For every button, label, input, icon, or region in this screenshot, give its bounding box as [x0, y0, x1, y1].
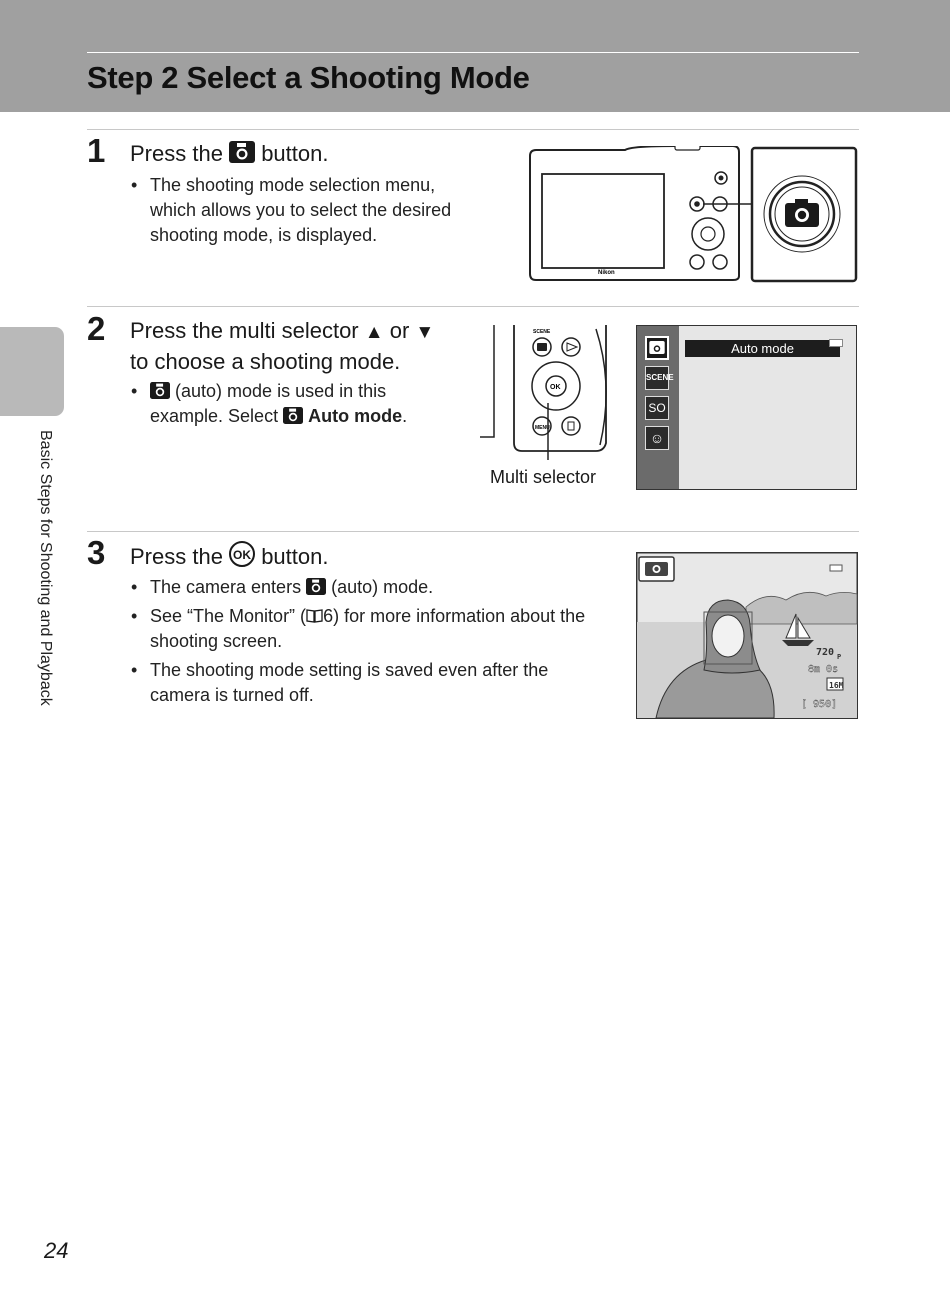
header-rule [87, 52, 859, 53]
down-arrow-icon: ▼ [415, 322, 435, 343]
bullet-item: • The shooting mode setting is saved even after the camera is turned off. [130, 658, 600, 708]
bullet-text: (auto) mode is used in this example. Select [150, 381, 387, 426]
multi-selector-illustration [478, 325, 613, 460]
heading-text: button. [261, 544, 329, 569]
step-bullets [130, 575, 600, 712]
camera-icon [150, 382, 170, 399]
book-icon [306, 608, 323, 623]
bullet-item [130, 379, 460, 429]
page-number: 24 [44, 1238, 69, 1263]
step-bullets [130, 173, 475, 252]
scene-mode-icon: SCENE [645, 366, 669, 390]
heading-text: button. [261, 141, 329, 166]
bullet-emphasis: Auto mode [308, 406, 403, 426]
bullet-item [130, 604, 600, 654]
step-number: 2 [87, 310, 106, 347]
smile-mode-icon: ☺ [645, 426, 669, 450]
heading-text: to choose a shooting mode. [130, 349, 401, 374]
step-divider [87, 531, 859, 532]
bullet-text: The camera enters [150, 577, 302, 597]
bullet-text: . [402, 406, 408, 426]
battery-icon [829, 339, 843, 347]
heading-text: Press the multi selector [130, 318, 359, 343]
brand-logo: Nikon [598, 270, 615, 276]
up-arrow-icon: ▲ [364, 322, 384, 343]
bullet-text: (auto) mode. [331, 577, 434, 597]
bullet-text: 6) for more information about the shooting screen. [150, 606, 586, 651]
image-size-readout: 16M [829, 681, 844, 690]
multi-selector-label: Multi selector [490, 467, 597, 487]
step-heading [130, 139, 328, 168]
ok-button-icon [229, 541, 255, 567]
section-label: Basic Steps for Shooting and Playback [37, 430, 54, 706]
step-divider [87, 129, 859, 130]
step-heading [130, 541, 328, 571]
bullet-item: • The shooting mode selection menu, which allows you to select the desired shooting mode, is displayed. [130, 173, 475, 248]
ok-label: OK [550, 384, 561, 391]
auto-mode-icon [645, 336, 669, 360]
mode-menu-screen [636, 325, 857, 490]
heading-text: Press the [130, 141, 223, 166]
movie-suffix-readout: P [837, 653, 842, 661]
exposures-remaining-readout: [ 950] [801, 699, 838, 710]
page-title: Step 2 Select a Shooting Mode [87, 60, 530, 95]
camera-icon [306, 578, 326, 595]
menu-label: MENU [535, 425, 550, 431]
heading-text: Press the [130, 544, 223, 569]
step-number: 1 [87, 132, 106, 169]
step-number: 3 [87, 534, 106, 571]
camera-icon [283, 407, 303, 424]
heading-text: or [389, 318, 410, 343]
step-heading [130, 316, 475, 376]
bullet-item [130, 575, 600, 600]
menu-selected-label: Auto mode [685, 340, 840, 357]
camera-icon [229, 141, 255, 163]
section-tab [0, 327, 64, 416]
step-bullets [130, 379, 460, 433]
shooting-screen-illustration [636, 552, 858, 719]
camera-back-illustration [525, 146, 860, 286]
movie-time-readout: 8m 0s [808, 664, 839, 675]
step-divider [87, 306, 859, 307]
scene-label: SCENE [533, 329, 551, 335]
smart-portrait-icon: SO [645, 396, 669, 420]
movie-size-readout: 720 [816, 647, 835, 658]
bullet-text: See “The Monitor” ( [150, 606, 307, 626]
svg-text:OK: OK [233, 548, 252, 562]
